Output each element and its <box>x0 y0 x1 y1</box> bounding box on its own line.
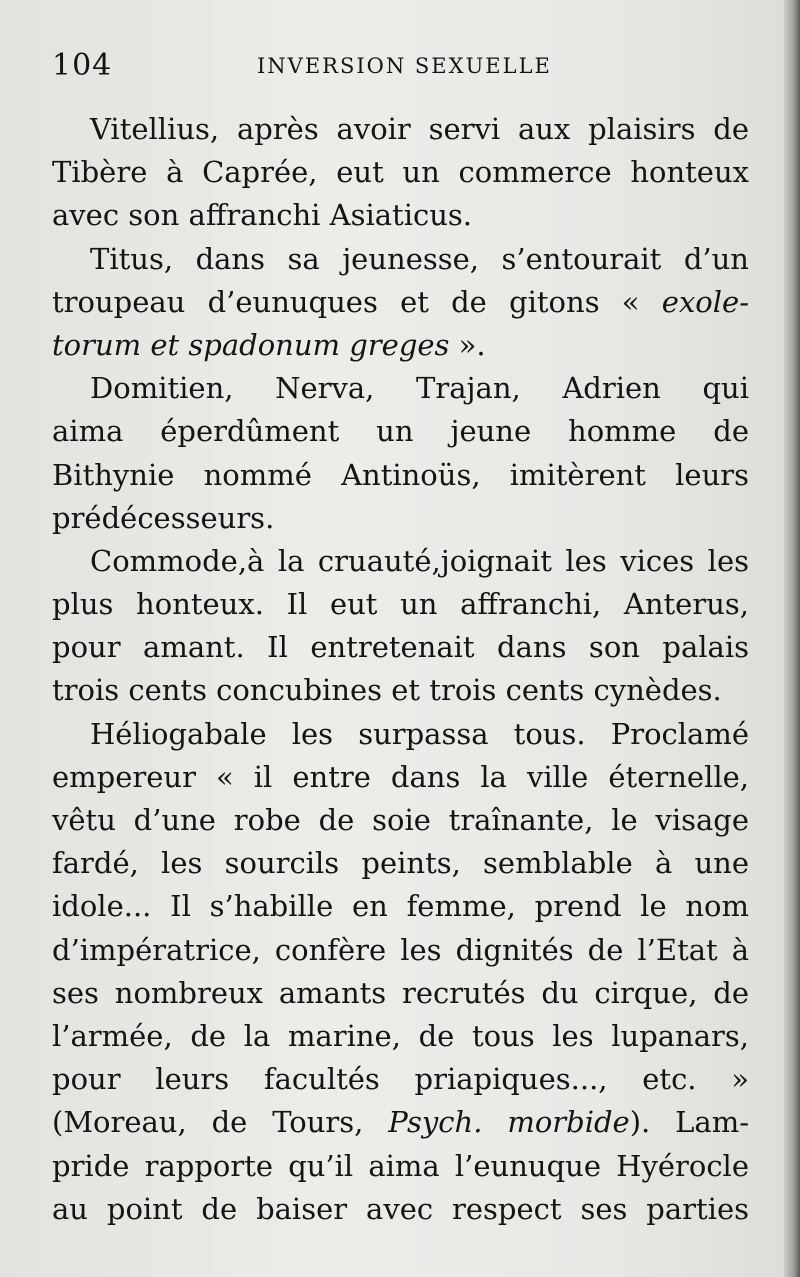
text-run: ses nombreux amants recrutés du cirque, de <box>52 975 749 1010</box>
italic-text-run: exole- <box>661 284 749 319</box>
text-line <box>52 1145 749 1188</box>
text-line <box>52 799 749 842</box>
text-line <box>52 194 749 237</box>
text-line <box>52 583 749 626</box>
paragraph <box>52 108 749 238</box>
text-run: avec son affranchi Asiaticus. <box>52 198 473 233</box>
text-line <box>52 842 749 885</box>
text-run: au point de baiser avec respect ses parties <box>52 1191 749 1226</box>
page-header <box>52 44 742 84</box>
body-text <box>52 108 749 1231</box>
paragraph <box>52 713 749 1231</box>
text-line <box>52 151 749 194</box>
text-line <box>52 626 749 669</box>
text-line <box>52 929 749 972</box>
text-run: fardé, les sourcils peints, semblable à une <box>52 846 749 881</box>
text-run: trois cents concubines et trois cents cynèdes. <box>52 673 722 708</box>
text-run: Tibère à Caprée, eut un commerce honteux <box>52 155 749 190</box>
text-run: ). Lam- <box>629 1105 749 1140</box>
text-run: plus honteux. Il eut un affranchi, Anterus, <box>52 587 749 622</box>
text-run: Vitellius, après avoir servi aux plaisirs de <box>90 112 749 146</box>
text-run: Commode,à la cruauté,joignait les vices les <box>90 543 749 578</box>
text-line <box>52 885 749 928</box>
page-number: 104 <box>52 48 113 83</box>
text-line <box>52 238 749 281</box>
text-line <box>52 972 749 1015</box>
text-run: d’impératrice, confère les dignités de l’Etat à <box>52 932 749 967</box>
text-line <box>52 324 749 367</box>
text-run: pour amant. Il entretenait dans son palais <box>52 630 749 665</box>
text-run: idole... Il s’habille en femme, prend le nom <box>52 889 749 924</box>
text-line <box>52 454 749 497</box>
running-head: INVERSION SEXUELLE <box>257 54 552 78</box>
text-line <box>52 1101 749 1144</box>
text-run: pour leurs facultés priapiques..., etc. » <box>52 1062 749 1097</box>
text-run: l’armée, de la marine, de tous les lupanars, <box>52 1018 749 1053</box>
italic-text-run: torum et spadonum greges <box>52 327 450 362</box>
text-run: pride rapporte qu’il aima l’eunuque Hyérocle <box>52 1148 749 1183</box>
paragraph <box>52 238 749 368</box>
text-run: Titus, dans sa jeunesse, s’entourait d’un <box>90 241 749 276</box>
text-run: Héliogabale les surpassa tous. Proclamé <box>90 716 749 751</box>
text-line <box>52 281 749 324</box>
text-line <box>52 1015 749 1058</box>
page-edge-shadow <box>784 0 800 1277</box>
paragraph <box>52 540 749 713</box>
paragraph <box>52 367 749 540</box>
text-run: prédécesseurs. <box>52 500 275 535</box>
italic-text-run: Psych. morbide <box>388 1105 630 1140</box>
text-line <box>52 540 749 583</box>
text-line <box>52 410 749 453</box>
text-line <box>52 367 749 410</box>
text-line <box>52 756 749 799</box>
text-line <box>52 497 749 540</box>
text-run: ». <box>449 327 486 362</box>
text-line <box>52 1058 749 1101</box>
text-run: (Moreau, de Tours, <box>52 1105 389 1140</box>
text-run: empereur « il entre dans la ville éternelle, <box>52 759 749 794</box>
text-line <box>52 1188 749 1231</box>
text-line <box>52 713 749 756</box>
text-run: vêtu d’une robe de soie traînante, le visage <box>52 803 749 837</box>
text-run: Domitien, Nerva, Trajan, Adrien qui <box>90 371 749 406</box>
text-line <box>52 108 749 151</box>
text-run: aima éperdûment un jeune homme de <box>52 414 749 449</box>
text-run: Bithynie nommé Antinoüs, imitèrent leurs <box>52 457 749 492</box>
text-run: troupeau d’eunuques et de gitons « <box>52 284 662 319</box>
text-line <box>52 669 749 712</box>
